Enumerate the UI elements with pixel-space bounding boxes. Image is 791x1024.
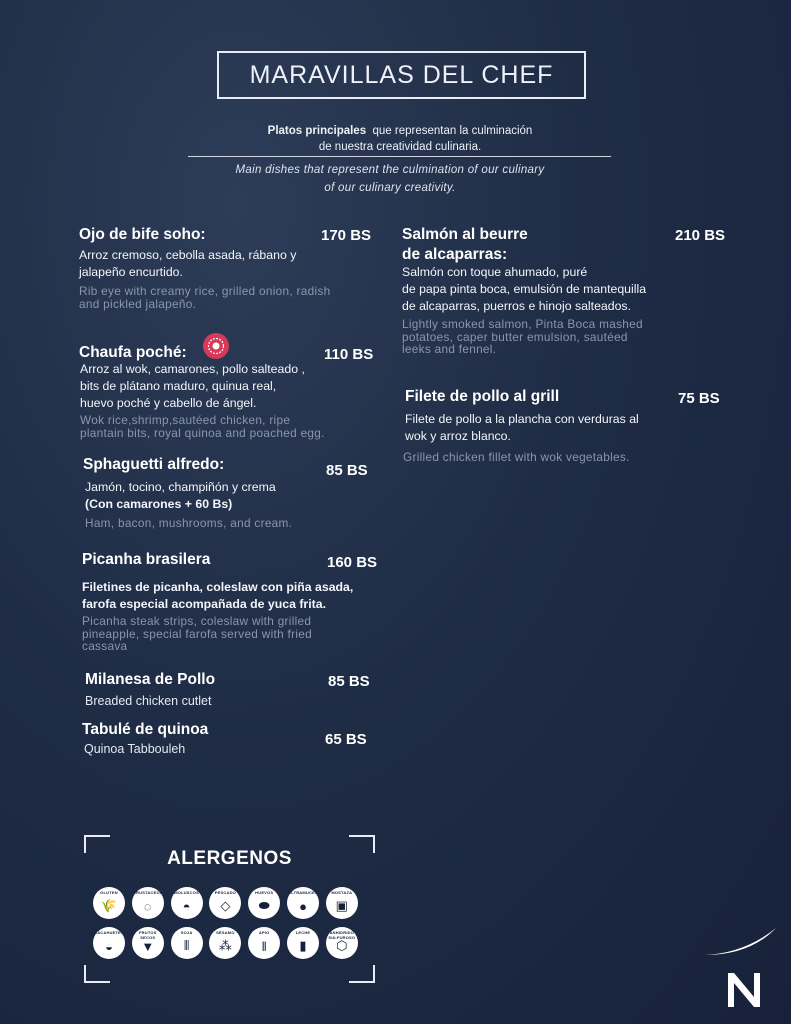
allergen-label: ANHIDRIDO SULFUROSO <box>328 930 356 940</box>
allergen-glyph: ⬡ <box>336 938 348 953</box>
allergen-glyph: ▮ <box>299 938 307 953</box>
allergen-glyph: ◒ <box>105 938 113 954</box>
allergen-glyph: ◇ <box>220 898 231 913</box>
dish-price: 210 BS <box>675 227 726 244</box>
allergen-glyph: ⬬ <box>258 898 270 913</box>
allergen-label: LECHE <box>295 930 311 935</box>
dish-price: 170 BS <box>321 227 372 244</box>
milk-icon <box>287 927 319 959</box>
dish-name: Milanesa de Pollo <box>85 671 216 688</box>
page-title: MARAVILLAS DEL CHEF <box>249 60 554 89</box>
allergen-glyph: ⁂ <box>218 938 232 953</box>
lupin-icon <box>287 887 319 919</box>
panel-corner <box>349 965 375 983</box>
shell-icon <box>171 887 203 919</box>
page-title-box <box>217 51 586 99</box>
dish-price: 75 BS <box>678 390 720 407</box>
allergen-label: SOJA <box>180 930 193 935</box>
allergen-label: ALTRAMUCES <box>288 890 318 895</box>
dish-description: Arroz al wok, camarones, pollo salteado , bits de plátano maduro, quinua real, huevo poché y cabello de ángel. <box>80 362 305 410</box>
allergen-glyph: 🌾 <box>100 898 118 913</box>
dish-price: 160 BS <box>327 554 378 571</box>
subtitle-english: Main dishes that represent the culmination of our culinary of our culinary creativity. <box>235 164 545 194</box>
allergen-label: CRUSTACEOS <box>132 890 163 895</box>
dish-description: Salmón con toque ahumado, puré de papa pinta boca, emulsión de mantequilla de alcaparras, puerros e hinojo salteados. <box>402 265 647 313</box>
header-divider <box>188 156 611 157</box>
allergen-glyph: ● <box>299 898 307 914</box>
allergen-label: MOLUSCOS <box>174 890 199 895</box>
dish-english: Picanha steak strips, coleslaw with grilled pineapple, special farofa served with fried cassava <box>82 614 312 653</box>
dish-english: Breaded chicken cutlet <box>85 694 212 708</box>
allergen-label: CACAHUETES <box>94 930 124 935</box>
shrimp-icon <box>132 887 164 919</box>
dish-description: Filete de pollo a la plancha con verduras al wok y arroz blanco. <box>405 412 639 443</box>
sulphite-icon <box>326 927 358 959</box>
allergen-label: GLUTEN <box>100 890 118 895</box>
dish-name: Sphaguetti alfredo: <box>83 456 225 473</box>
soy-icon <box>171 927 203 959</box>
dish-name: Chaufa poché: <box>79 344 187 361</box>
dish-english: Ham, bacon, mushrooms, and cream. <box>85 516 293 530</box>
dish-price: 85 BS <box>326 462 368 479</box>
allergen-label: PESCADO <box>214 890 236 895</box>
allergen-label: APIO <box>258 930 270 935</box>
allergen-label: SÉSAMO <box>216 930 235 935</box>
brand-logo <box>700 925 780 1015</box>
dish-english: Lightly smoked salmon, Pinta Boca mashed potatoes, caper butter emulsion, sautéed leeks and fennel. <box>402 317 643 356</box>
allergen-label: HUEVOS <box>255 890 274 895</box>
allergen-glyph: ◌ <box>143 898 152 914</box>
dish-name: Tabulé de quinoa <box>82 721 209 738</box>
logo-swoosh-icon <box>700 925 780 1015</box>
allergen-glyph: ▼ <box>141 938 155 954</box>
allergen-glyph: ▣ <box>335 898 348 913</box>
nut-icon <box>132 927 164 959</box>
allergen-glyph: ‖ <box>261 938 267 954</box>
dish-description: Filetines de picanha, coleslaw con piña asada, farofa especial acompañada de yuca frita. <box>82 580 354 611</box>
dish-english: Quinoa Tabbouleh <box>84 742 186 756</box>
allergen-glyph: ⦀ <box>183 938 190 953</box>
allergen-glyph: ◓ <box>182 898 191 914</box>
dish-price: 85 BS <box>328 673 370 690</box>
panel-corner <box>84 965 110 983</box>
chef-seal-icon <box>203 333 229 359</box>
dish-name: Ojo de bife soho: <box>79 226 206 243</box>
dish-english: Wok rice,shrimp,sautéed chicken, ripe plantain bits, royal quinoa and poached egg. <box>80 413 325 440</box>
peanut-icon <box>93 927 125 959</box>
celery-icon <box>248 927 280 959</box>
subtitle-spanish: Platos principales que representan la culminación de nuestra creatividad culinaria. <box>267 125 533 153</box>
egg-icon <box>248 887 280 919</box>
dish-english: Rib eye with creamy rice, grilled onion, radish and pickled jalapeño. <box>79 284 331 311</box>
dish-name: Filete de pollo al grill <box>405 388 560 405</box>
allergen-label: MOSTAZA <box>331 890 353 895</box>
dish-description: Jamón, tocino, champiñón y crema (Con camarones + 60 Bs) <box>85 480 276 511</box>
allergens-title: ALERGENOS <box>167 848 292 869</box>
mustard-icon <box>326 887 358 919</box>
wheat-icon <box>93 887 125 919</box>
dish-name: Salmón al beurre de alcaparras: <box>402 226 528 263</box>
dish-price: 65 BS <box>325 731 367 748</box>
dish-price: 110 BS <box>324 346 374 363</box>
dish-description: Arroz cremoso, cebolla asada, rábano y jalapeño encurtido. <box>79 248 297 279</box>
allergen-label: FRUTOS SECOS <box>139 930 157 940</box>
dish-name: Picanha brasilera <box>82 551 211 568</box>
dish-english: Grilled chicken fillet with wok vegetables. <box>403 450 630 464</box>
